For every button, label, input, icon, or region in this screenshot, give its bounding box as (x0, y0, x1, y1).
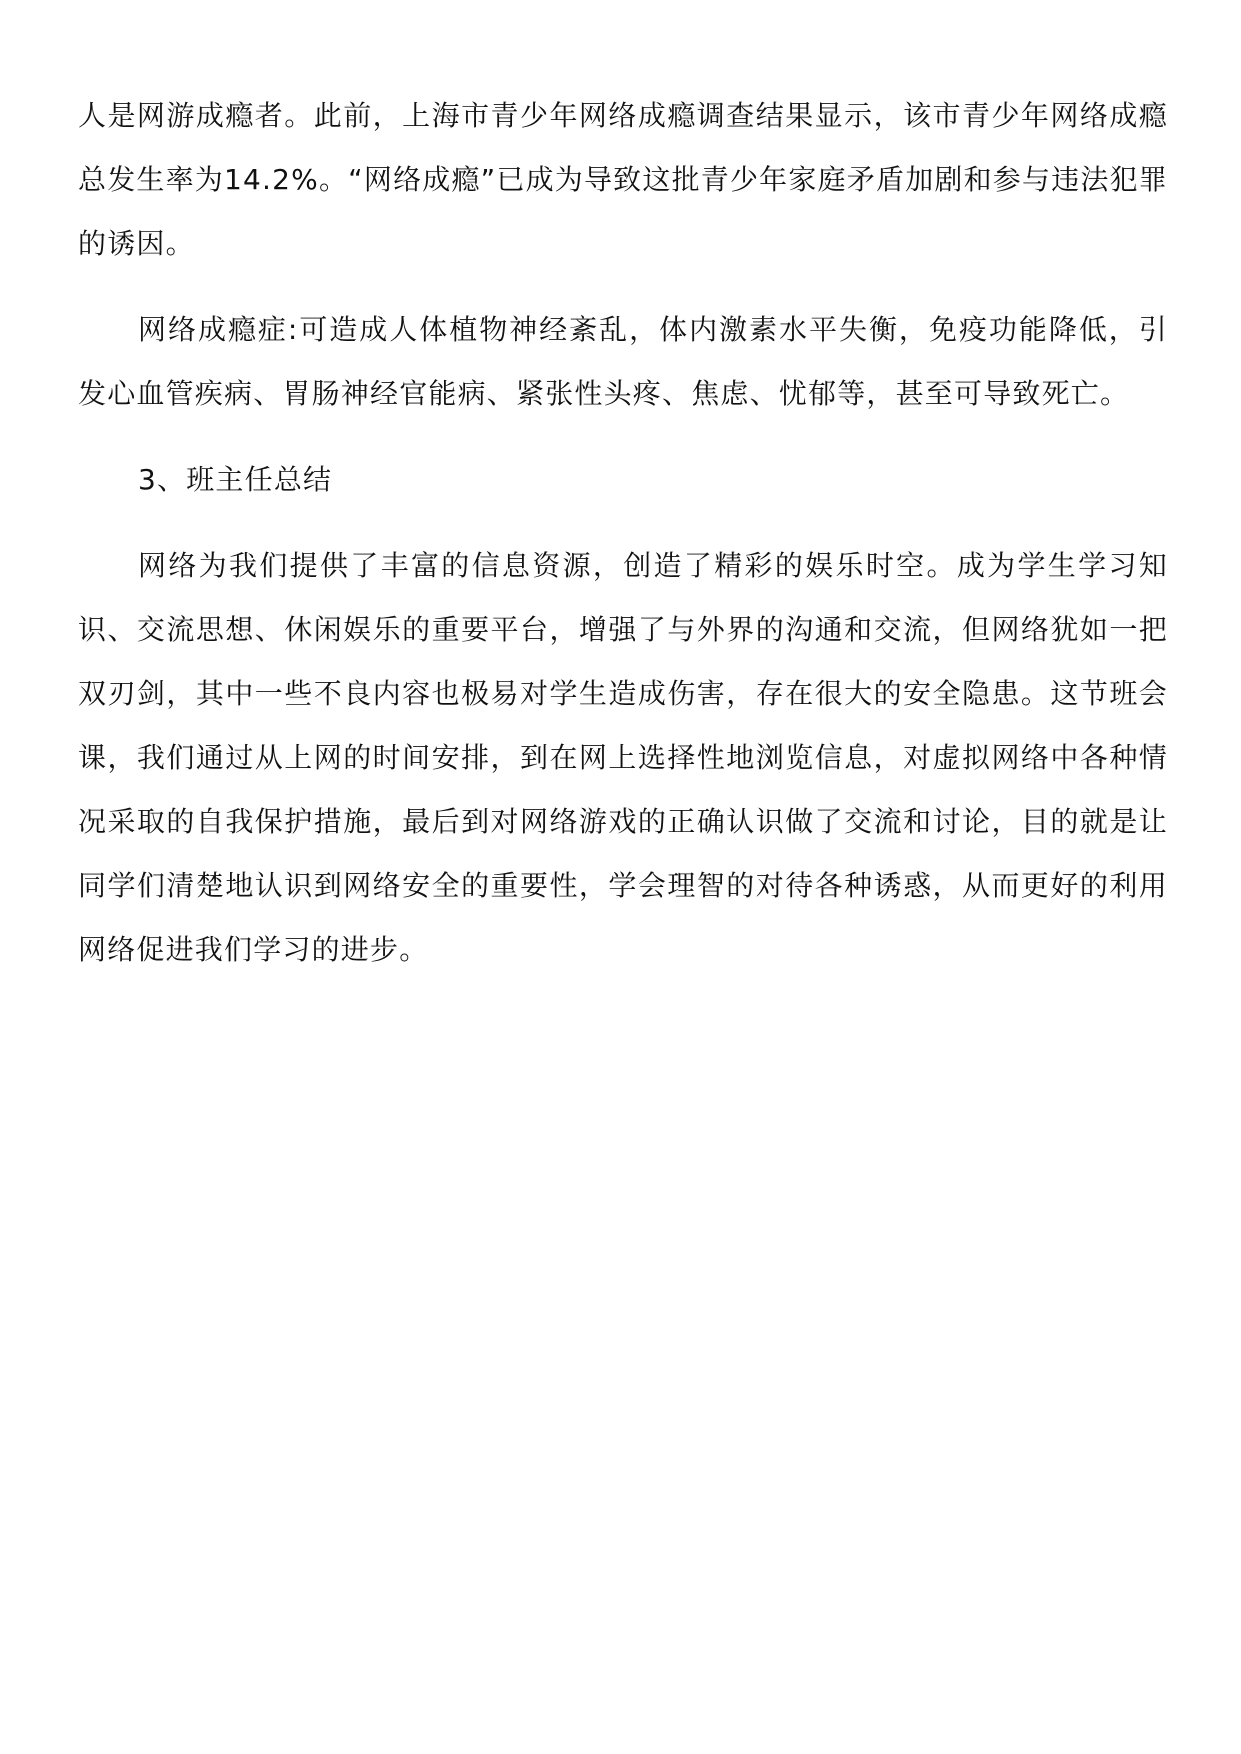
paragraph-teacher-summary: 网络为我们提供了丰富的信息资源，创造了精彩的娱乐时空。成为学生学习知识、交流思想、休闲娱乐的重要平台，增强了与外界的沟通和交流，但网络犹如一把双刃剑，其中一些不良内容也极易对学生造成伤害，存在很大的安全隐患。这节班会课，我们通过从上网的时间安排，到在网上选择性地浏览信息，对虚拟网络中各种情况采取的自我保护措施，最后到对网络游戏的正确认识做了交流和讨论，目的就是让同学们清楚地认识到网络安全的重要性，学会理智的对待各种诱惑，从而更好的利用网络促进我们学习的进步。 (78, 549, 1168, 966)
section-heading-teacher-summary: 3、班主任总结 (138, 463, 333, 496)
document-body (78, 84, 1168, 982)
paragraph-addiction-survey: 人是网游成瘾者。此前，上海市青少年网络成瘾调查结果显示，该市青少年网络成瘾总发生率为14.2%。“网络成瘾”已成为导致这批青少年家庭矛盾加剧和参与违法犯罪的诱因。 (78, 99, 1168, 260)
paragraph-gap (78, 512, 1168, 534)
paragraph-gap (78, 276, 1168, 298)
paragraph-gap (78, 426, 1168, 448)
paragraph-addiction-effects: 网络成瘾症:可造成人体植物神经紊乱，体内激素水平失衡，免疫功能降低，引发心血管疾病、胃肠神经官能病、紧张性头疼、焦虑、忧郁等，甚至可导致死亡。 (78, 313, 1168, 410)
